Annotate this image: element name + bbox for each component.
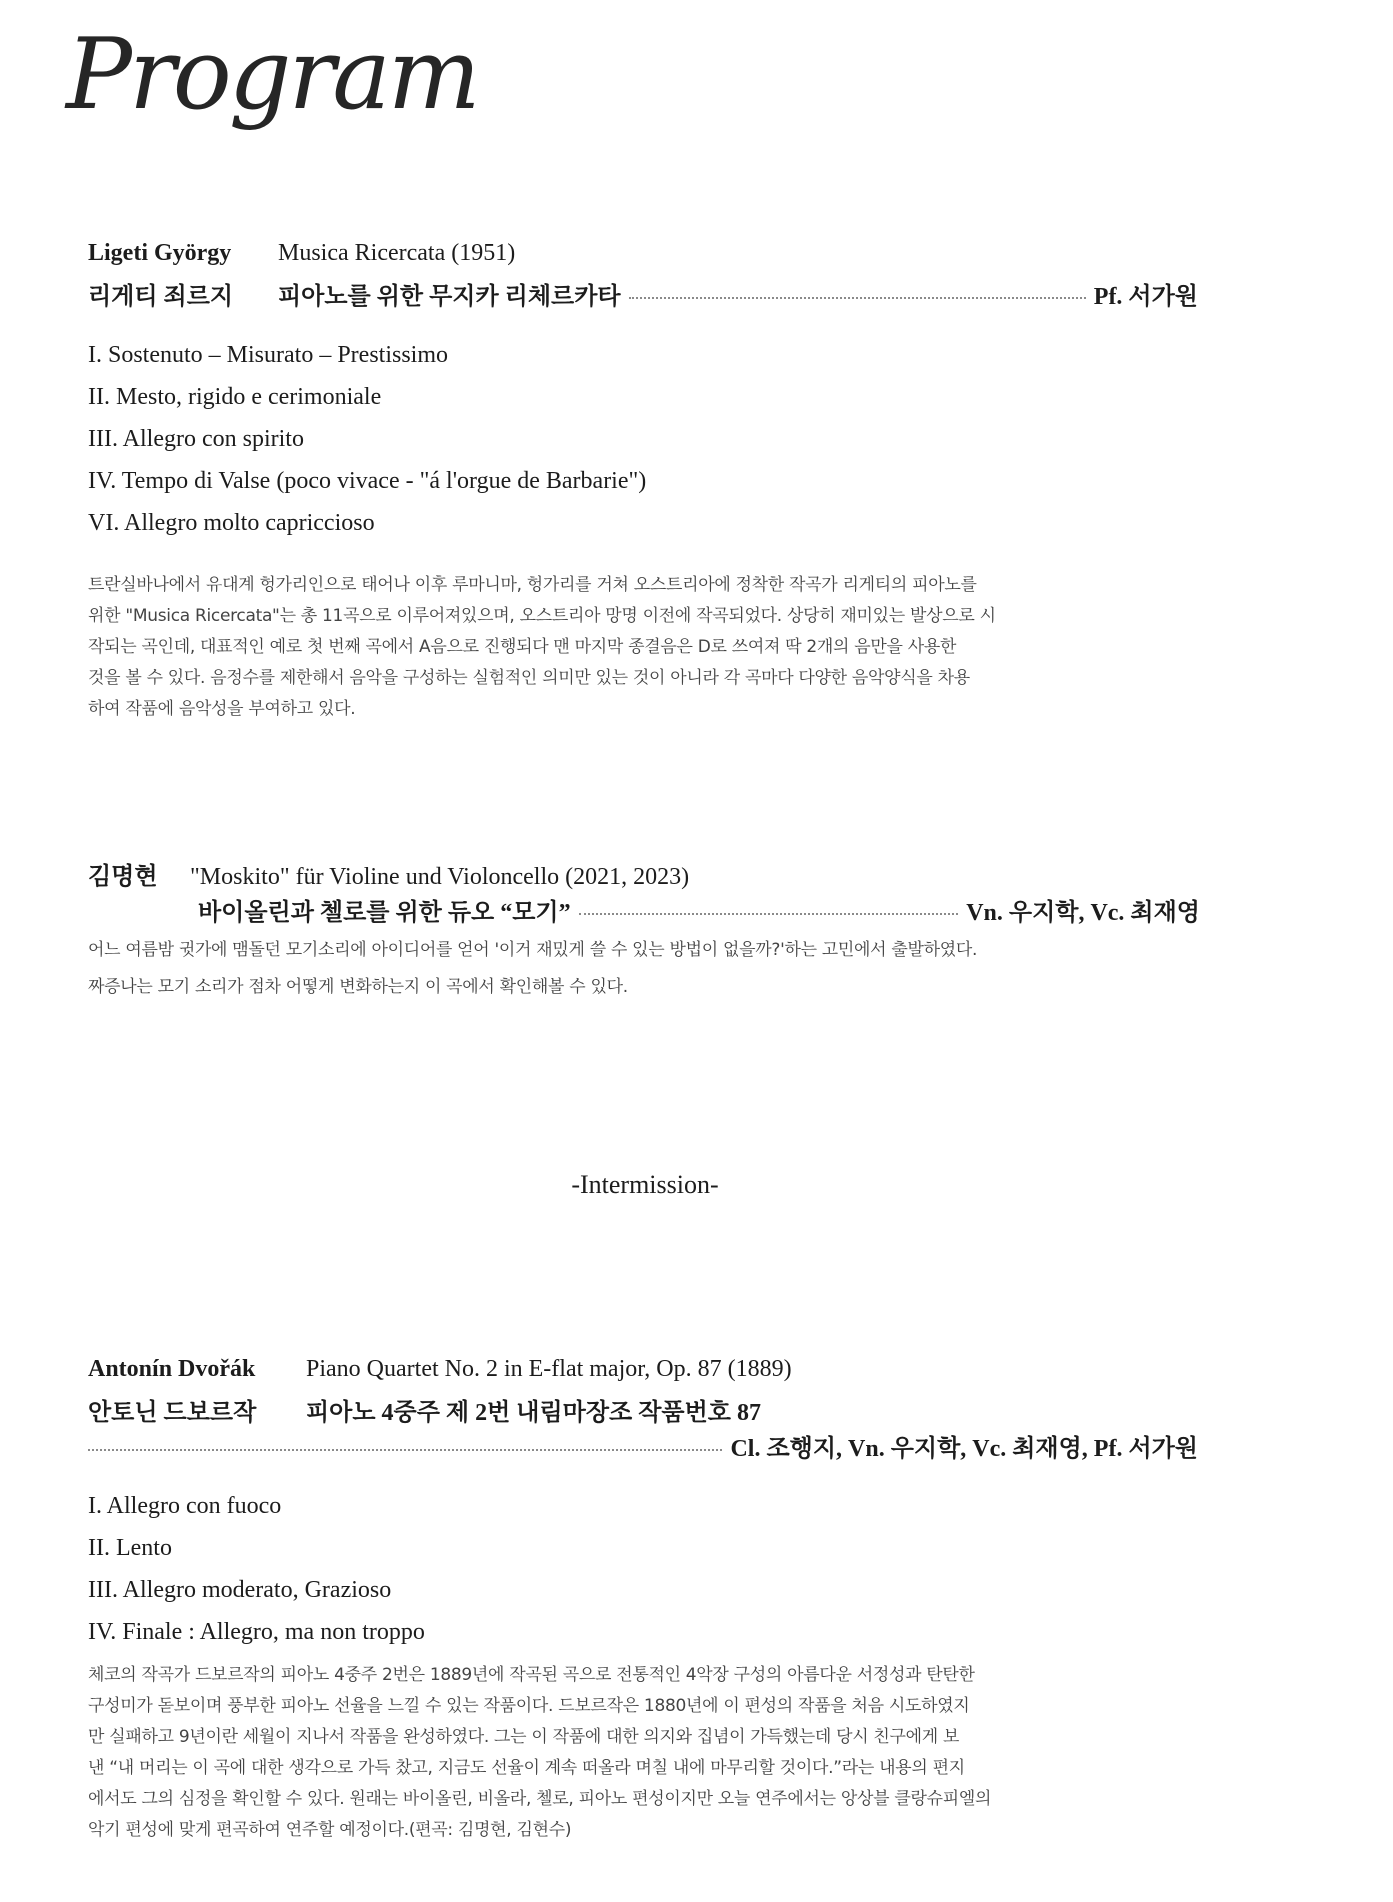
work-title-en: Musica Ricercata (1951) [278, 240, 516, 266]
composer-name-ko: 리게티 죄르지 [88, 284, 234, 310]
composer-name-en: Ligeti György [88, 240, 232, 266]
piece-ligeti [88, 240, 1198, 312]
work-title-en: "Moskito" für Violine und Violoncello (2021, 2023) [190, 864, 690, 890]
work-title-ko: 피아노를 위한 무지카 리체르카타 [278, 284, 621, 310]
description-kim [88, 932, 1200, 1006]
movement: III. Allegro con spirito [88, 426, 304, 452]
performers: Pf. 서가원 [1093, 284, 1198, 310]
description-line: 만 실패하고 9년이란 세월이 지나서 작품을 완성하였다. 그는 이 작품에 대한 의지와 집념이 가득했는데 당시 친구에게 보 [88, 1727, 960, 1747]
movement: II. Mesto, rigido e cerimoniale [88, 384, 382, 410]
movement: I. Sostenuto – Misurato – Prestissimo [88, 342, 449, 368]
description-line: 것을 볼 수 있다. 음정수를 제한해서 음악을 구성하는 실험적인 의미만 있는 것이 아니라 각 곡마다 다양한 음악양식을 차용 [88, 668, 970, 688]
movement: VI. Allegro molto capriccioso [88, 510, 375, 536]
description-line: 트란실바나에서 유대계 헝가리인으로 태어나 이후 루마니마, 헝가리를 거쳐 오스트리아에 정착한 작곡가 리게티의 피아노를 [88, 575, 977, 595]
dot-leader [88, 1449, 722, 1451]
performers: Vn. 우지학, Vc. 최재영 [966, 900, 1200, 926]
piece-dvorak [88, 1356, 1198, 1464]
description-line: 에서도 그의 심정을 확인할 수 있다. 원래는 바이올린, 비올라, 첼로, 피아노 편성이지만 오늘 연주에서는 앙상블 클랑슈피엘의 [88, 1789, 992, 1809]
description-line: 짜증나는 모기 소리가 점차 어떻게 변화하는지 이 곡에서 확인해볼 수 있다. [88, 977, 628, 997]
description-line: 하여 작품에 음악성을 부여하고 있다. [88, 699, 356, 719]
intermission: -Intermission- [571, 1170, 719, 1199]
movement-list-ligeti [88, 334, 646, 544]
description-line: 낸 “내 머리는 이 곡에 대한 생각으로 가득 찼고, 지금도 선율이 계속 떠올라 며칠 내에 마무리할 것이다.”라는 내용의 편지 [88, 1758, 965, 1778]
movement: III. Allegro moderato, Grazioso [88, 1577, 392, 1603]
description-ligeti [88, 570, 1198, 725]
work-title-en: Piano Quartet No. 2 in E-flat major, Op. 87 (1889) [306, 1356, 792, 1382]
movement: I. Allegro con fuoco [88, 1493, 282, 1519]
description-line: 악기 편성에 맞게 편곡하여 연주할 예정이다.(편곡: 김명현, 김현수) [88, 1820, 572, 1840]
composer-name-en: Antonín Dvořák [88, 1356, 256, 1382]
description-dvorak [88, 1660, 1200, 1846]
work-title-ko: 바이올린과 첼로를 위한 듀오 “모기” [198, 900, 571, 926]
description-line: 구성미가 돋보이며 풍부한 피아노 선율을 느낄 수 있는 작품이다. 드보르작은 1880년에 이 편성의 작품을 처음 시도하였지 [88, 1696, 970, 1716]
movement: IV. Finale : Allegro, ma non troppo [88, 1619, 425, 1645]
description-line: 위한 "Musica Ricercata"는 총 11곡으로 이루어져있으며, 오스트리아 망명 이전에 작곡되었다. 상당히 재미있는 발상으로 시 [88, 606, 996, 626]
piece-kim [88, 856, 1200, 928]
composer-name: 김명현 [88, 864, 158, 890]
dot-leader [579, 913, 959, 915]
description-line: 체코의 작곡가 드보르작의 피아노 4중주 2번은 1889년에 작곡된 곡으로 전통적인 4악장 구성의 아름다운 서정성과 탄탄한 [88, 1665, 975, 1685]
page-title: Program [66, 18, 478, 132]
movement: II. Lento [88, 1535, 172, 1561]
performers: Cl. 조행지, Vn. 우지학, Vc. 최재영, Pf. 서가원 [730, 1436, 1198, 1462]
dot-leader [629, 297, 1086, 299]
work-title-ko: 피아노 4중주 제 2번 내림마장조 작품번호 87 [306, 1400, 761, 1426]
composer-name-ko: 안토닌 드보르작 [88, 1400, 257, 1426]
description-line: 작되는 곡인데, 대표적인 예로 첫 번째 곡에서 A음으로 진행되다 맨 마지막 종결음은 D로 쓰여져 딱 2개의 음만을 사용한 [88, 637, 957, 657]
movement-list-dvorak [88, 1485, 425, 1653]
movement: IV. Tempo di Valse (poco vivace - "á l'orgue de Barbarie") [88, 468, 647, 494]
description-line: 어느 여름밤 귓가에 맴돌던 모기소리에 아이디어를 얻어 '이거 재밌게 쓸 수 있는 방법이 없을까?'하는 고민에서 출발하였다. [88, 940, 978, 960]
